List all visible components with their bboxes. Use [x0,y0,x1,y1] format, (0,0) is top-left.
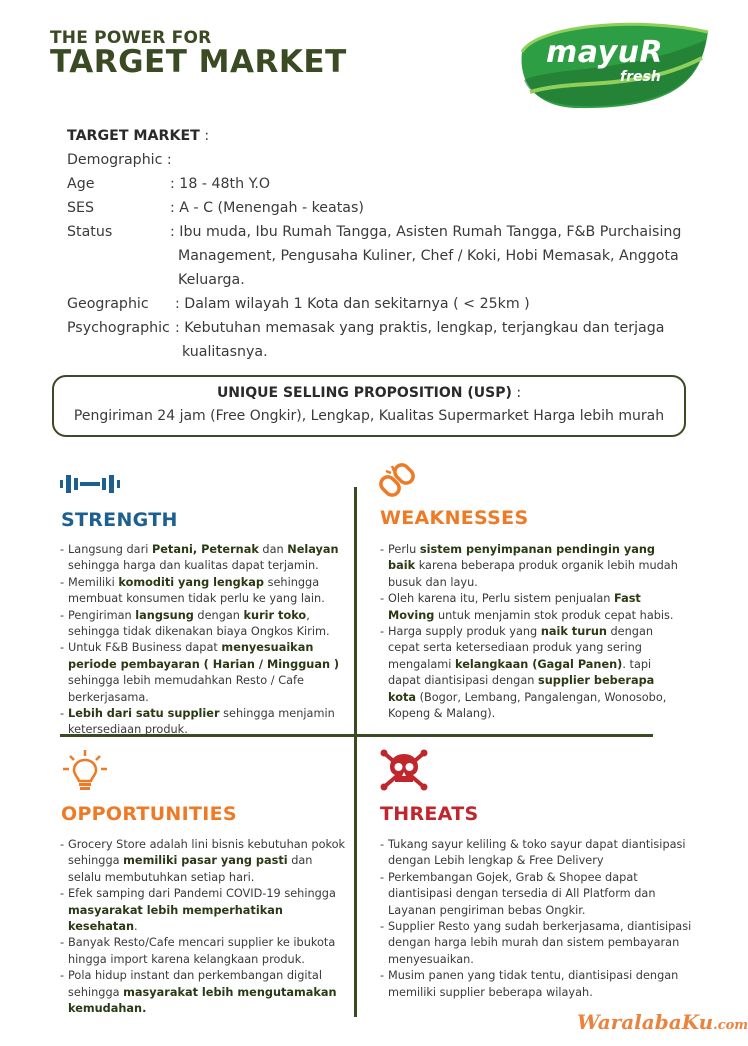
psychographic-value-line1: : Kebutuhan memasak yang praktis, lengkap, terjangkau dan terjaga [175,320,665,336]
age-label: Age [67,176,95,192]
psychographic-label: Psychographic [67,320,170,336]
strength-item-text: kurir toko [243,608,307,622]
demographic-label: Demographic : [67,152,172,168]
opportunities-item [60,886,348,935]
strength-item-text: sehingga membuat konsumen tidak perlu ke yang lain. [68,575,325,606]
watermark [577,1010,748,1034]
strength-item [60,542,350,575]
skull-crossbones-icon [380,749,428,795]
strength-item-text: dengan [193,608,244,622]
weaknesses-item-text: untuk menjamin stok produk cepat habis. [434,608,674,622]
weaknesses-item-text: sistem penyimpanan pendingin yang baik [388,543,655,573]
weaknesses-item-text: Oleh karena itu, Perlu sistem penjualan [388,592,615,606]
strength-item-text: , sehingga tidak dikenakan biaya Ongkos Kirim. [68,608,330,639]
swot-vertical-divider [354,487,357,1017]
threats-item-text: Musim panen yang tidak tentu, diantisipasi dengan memiliki supplier beberapa wilayah. [388,969,679,999]
opportunities-item [60,968,348,1017]
opportunities-item-text: Efek samping dari Pandemi COVID-19 sehingga [68,887,336,901]
threats-item [380,968,700,1001]
status-label: Status [67,224,113,240]
usp-title-sep: : [511,385,522,401]
opportunities-list [60,837,348,1017]
strength-item-text: sehingga harga dan kualitas dapat terjamin. [68,559,319,573]
opportunities-item-text: . [134,920,138,934]
weaknesses-item-text: dengan cepat serta ketersediaan produk yang sering mengalami [388,625,654,671]
weaknesses-item [380,542,680,591]
ses-value: : A - C (Menengah - keatas) [170,200,364,216]
opportunities-item-text: Pola hidup instant dan perkembangan digital sehingga [68,969,322,999]
usp-title: UNIQUE SELLING PROPOSITION (USP) [216,385,512,401]
psychographic-value-line2: kualitasnya. [182,344,268,360]
opportunities-item-text: masyarakat lebih mengutamakan kemudahan. [68,985,337,1016]
opportunities-item-text: dan selalu membutuhkan setiap hari. [68,854,313,884]
strength-item-text: Untuk F&B Business dapat [68,641,222,655]
weaknesses-list [380,542,680,722]
strength-item-text: Nelayan [287,543,339,556]
opportunities-item-text: memiliki pasar yang pasti [123,854,288,868]
weaknesses-item-text: kelangkaan (Gagal Panen) [455,657,623,671]
strength-item-text: Langsung dari [68,543,152,556]
weaknesses-item-text: Fast Moving [388,592,641,622]
strength-item-text: sehingga lebih memudahkan Resto / Cafe berkerjasama. [68,674,304,704]
geographic-label: Geographic [67,296,149,312]
threats-list [380,837,700,1001]
usp-text: Pengiriman 24 jam (Free Ongkir), Lengkap, Kualitas Supermarket Harga lebih murah [73,408,665,424]
strength-item-text: komoditi yang lengkap [118,575,264,589]
strength-item [60,640,350,706]
watermark-main: Waralaba [577,1010,682,1034]
strength-item [60,608,350,641]
age-value: : 18 - 48th Y.O [170,176,271,192]
logo-wordmark: mayuR [546,35,664,70]
weaknesses-item [380,591,680,624]
opportunities-title: OPPORTUNITIES [61,803,237,825]
weaknesses-item-text: karena beberapa produk organik lebih mudah busuk dan layu. [388,559,678,589]
weaknesses-item [380,624,680,722]
strength-item [60,706,350,739]
strength-title: STRENGTH [61,509,178,531]
threats-item [380,870,700,919]
threats-item-text: Tukang sayur keliling & toko sayur dapat diantisipasi dengan Lebih lengkap & Free Delivery [388,838,686,868]
strength-item-text: Memiliki [68,575,119,589]
header-kicker: THE POWER FOR [50,28,212,48]
status-value-line1: : Ibu muda, Ibu Rumah Tangga, Asisten Rumah Tangga, F&B Purchaising [170,224,682,240]
weaknesses-item-text: . tapi dapat diantisipasi dengan [388,657,652,688]
logo-subtitle: fresh [620,69,661,85]
weaknesses-item-text: naik turun [540,625,607,639]
strength-item-text: sehingga menjamin ketersediaan produk. [68,707,335,737]
dumbbell-icon [60,473,120,499]
lightbulb-icon [62,750,108,796]
target-market-profile [67,124,697,364]
broken-chain-icon [380,462,414,502]
threats-item-text: Supplier Resto yang sudah berkerjasama, diantisipasi dengan harga lebih murah dan sistem pembayaran menyesuaikan. [388,920,692,966]
opportunities-item-text: Grocery Store adalah lini bisnis kebutuhan pokok sehingga [68,838,346,868]
profile-heading-sep: : [199,128,210,144]
ses-label: SES [67,200,94,216]
opportunities-item-text: masyarakat lebih memperhatikan kesehatan [68,903,283,934]
opportunities-item [60,837,348,886]
watermark-tail: .com [713,1018,748,1033]
strength-item-text: langsung [135,608,194,622]
status-value-line2: Management, Pengusaha Kuliner, Chef / Koki, Hobi Memasak, Anggota [178,248,679,264]
profile-heading-label: TARGET MARKET [67,128,200,144]
usp-heading [54,385,684,401]
strength-item-text: Petani, Peternak [151,543,259,556]
strength-list [60,542,350,739]
weaknesses-title: WEAKNESSES [380,507,529,529]
weaknesses-item-text: supplier beberapa kota [388,674,655,704]
profile-heading [67,124,209,148]
opportunities-item [60,935,348,968]
page-title: TARGET MARKET [50,44,347,80]
strength-item-text: menyesuaikan periode pembayaran ( Harian / Mingguan ) [68,641,340,671]
threats-title: THREATS [380,803,479,825]
strength-item [60,575,350,608]
brand-logo [516,22,712,114]
weaknesses-item-text: (Bogor, Lembang, Pangalengan, Wonosobo, Kopeng & Malang). [388,690,667,721]
watermark-mid: Ku [681,1010,714,1034]
usp-box [52,375,686,437]
threats-item [380,837,700,870]
strength-item-text: Pengiriman [68,608,136,622]
threats-item [380,919,700,968]
strength-item-text: dan [258,543,288,556]
status-value-line3: Keluarga. [178,272,245,288]
strength-item-text: Lebih dari satu supplier [68,707,220,721]
opportunities-item-text: Banyak Resto/Cafe mencari supplier ke ibukota hingga import karena kelangkaan produk. [68,936,336,966]
geographic-value: : Dalam wilayah 1 Kota dan sekitarnya ( < 25km ) [175,296,530,312]
weaknesses-item-text: Harga supply produk yang [388,625,541,639]
threats-item-text: Perkembangan Gojek, Grab & Shopee dapat diantisipasi dengan tersedia di All Platform dan Layanan pengiriman bebas Ongkir. [388,870,656,917]
weaknesses-item-text: Perlu [388,543,420,556]
